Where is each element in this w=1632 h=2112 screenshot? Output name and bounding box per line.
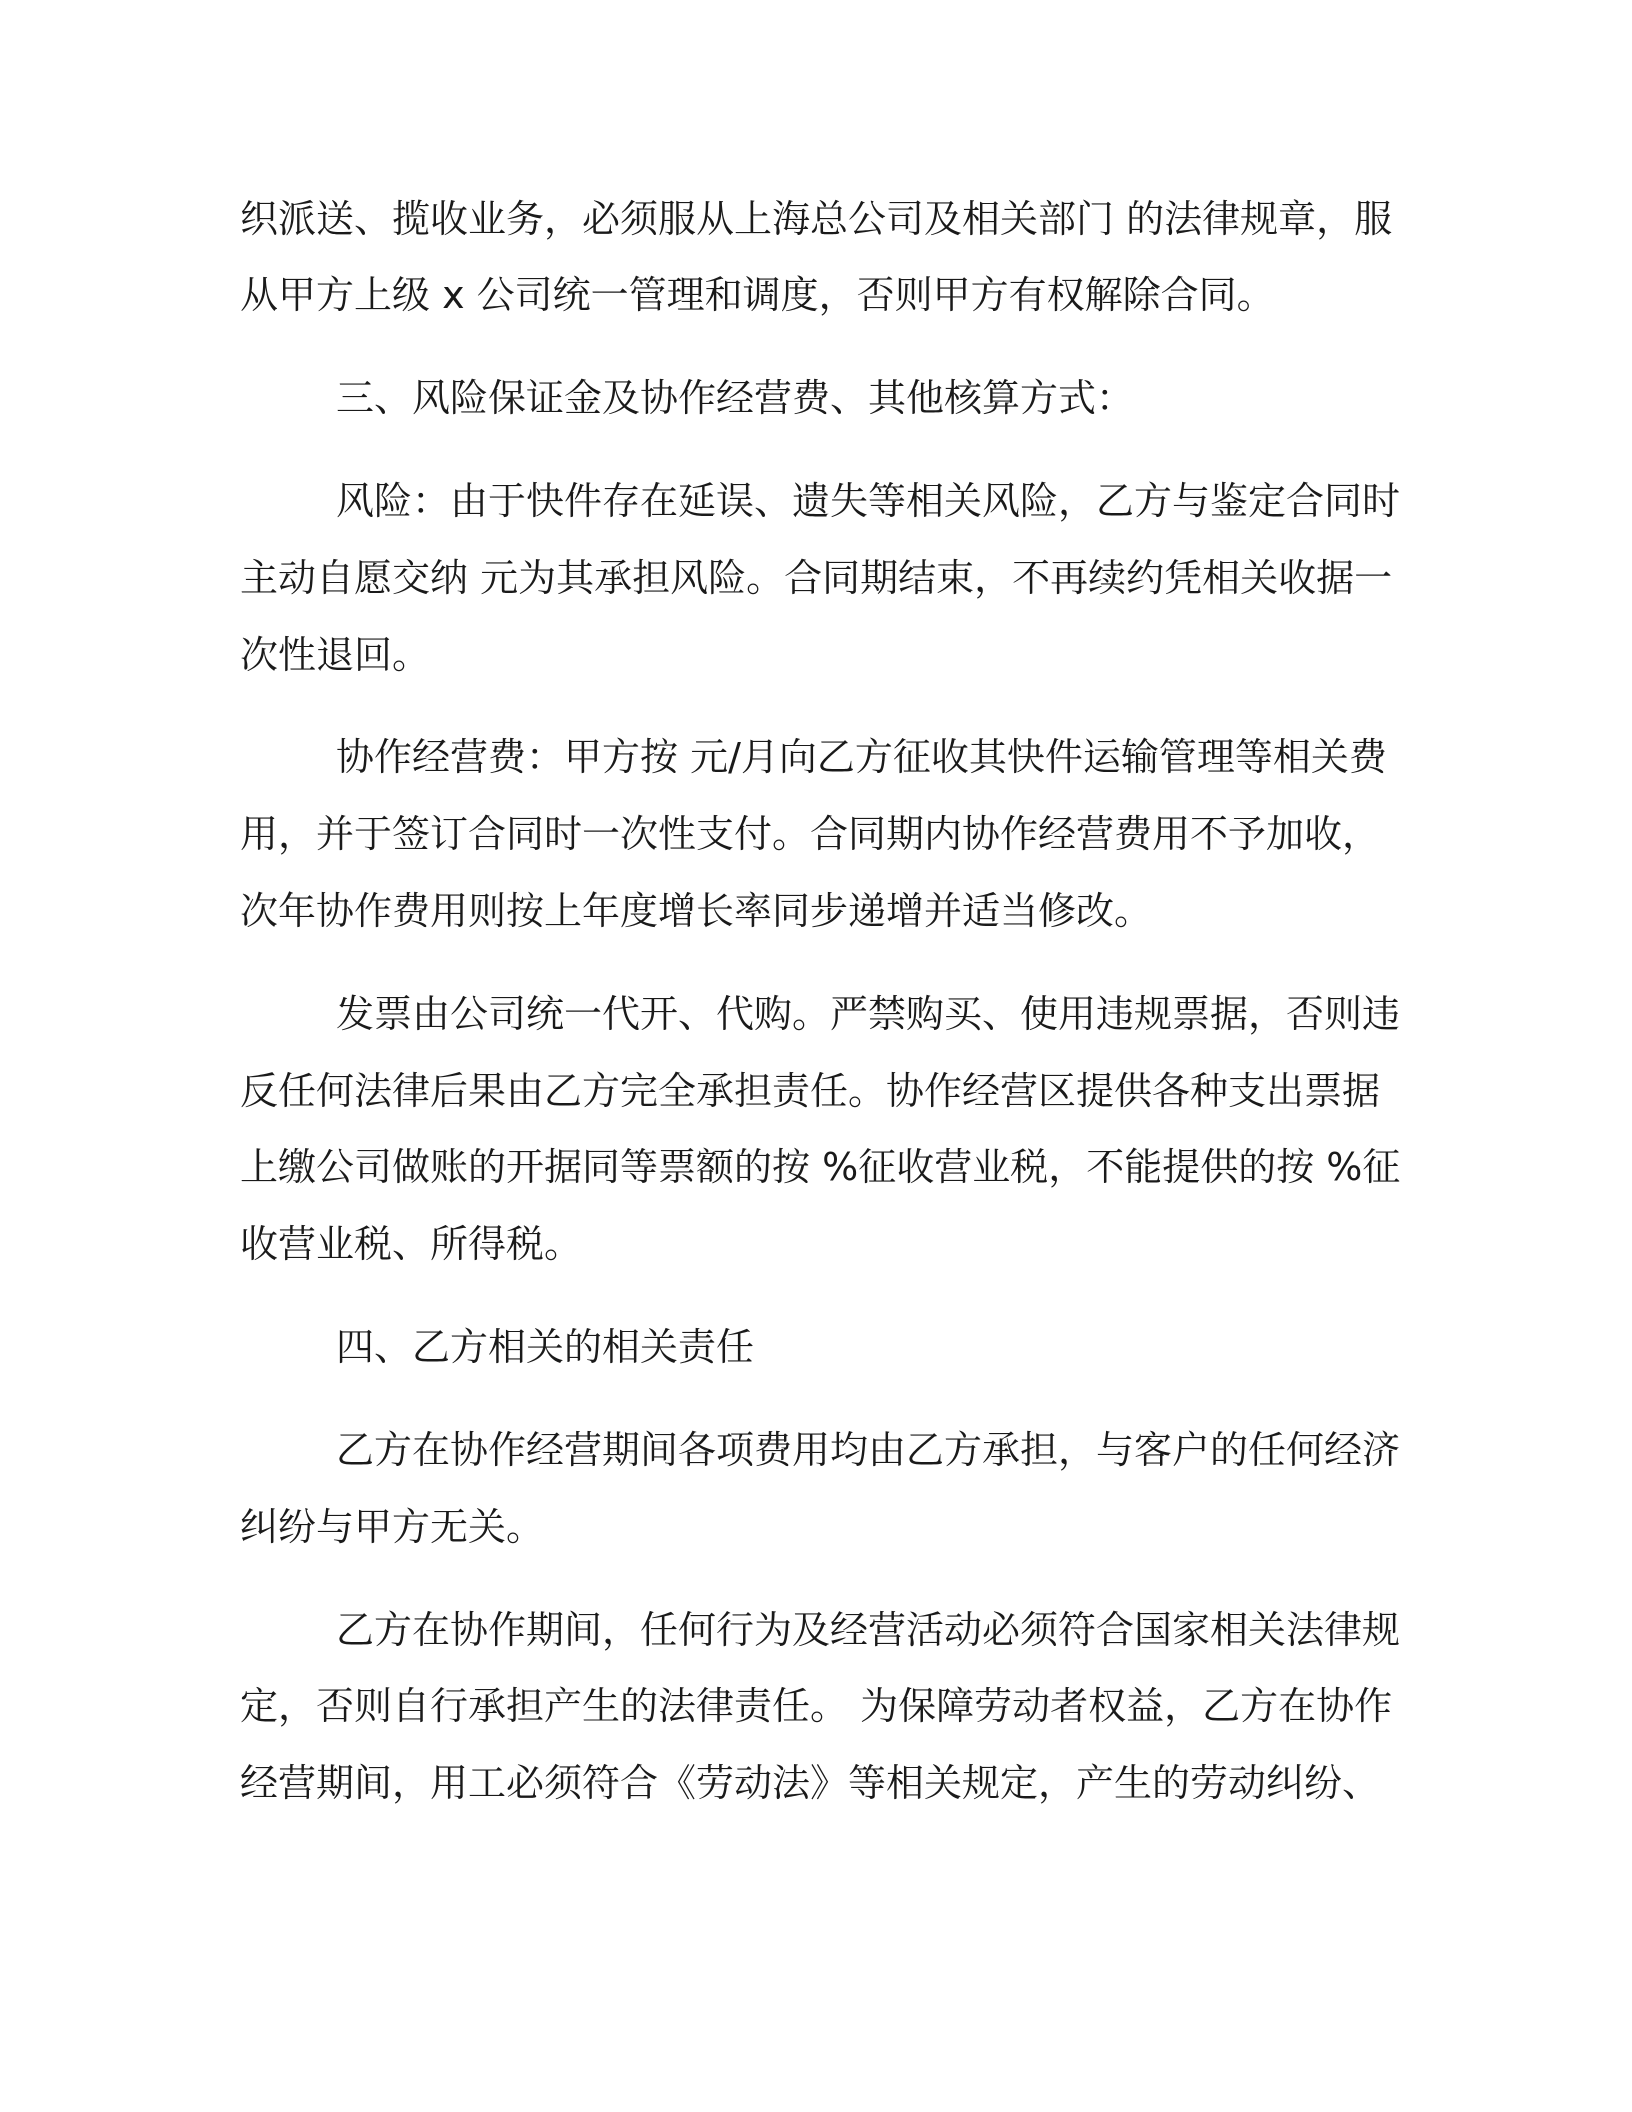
- text-line: 纠纷与甲方无关。: [240, 1505, 545, 1549]
- text-line: 经营期间，用工必须符合《劳动法》等相关规定，产生的劳动纠纷、: [240, 1761, 1381, 1805]
- text-line: 乙方在协作经营期间各项费用均由乙方承担，与客户的任何经济: [336, 1428, 1401, 1472]
- text-line: 上缴公司做账的开据同等票额的按 %征收营业税，不能提供的按 %征: [240, 1145, 1401, 1189]
- text-line: 定，否则自行承担产生的法律责任。 为保障劳动者权益，乙方在协作: [240, 1684, 1393, 1728]
- text-line: 发票由公司统一代开、代购。严禁购买、使用违规票据，否则违: [336, 992, 1401, 1036]
- text-line: 收营业税、所得税。: [240, 1222, 583, 1266]
- section-heading-3: 三、风险保证金及协作经营费、其他核算方式：: [336, 376, 1135, 420]
- text-line: 次年协作费用则按上年度增长率同步递增并适当修改。: [240, 889, 1153, 933]
- section-heading-4: 四、乙方相关的相关责任: [336, 1325, 755, 1369]
- text-line: 主动自愿交纳 元为其承担风险。合同期结束，不再续约凭相关收据一: [240, 556, 1393, 600]
- text-line: 从甲方上级 x 公司统一管理和调度，否则甲方有权解除合同。: [240, 273, 1275, 317]
- text-line: 反任何法律后果由乙方完全承担责任。协作经营区提供各种支出票据: [240, 1069, 1381, 1113]
- text-line: 次性退回。: [240, 633, 431, 677]
- text-line: 协作经营费：甲方按 元/月向乙方征收其快件运输管理等相关费: [336, 735, 1387, 779]
- text-line: 用，并于签订合同时一次性支付。合同期内协作经营费用不予加收，: [240, 812, 1381, 856]
- text-line: 风险：由于快件存在延误、遗失等相关风险，乙方与鉴定合同时: [336, 479, 1401, 523]
- text-line: 织派送、揽收业务，必须服从上海总公司及相关部门 的法律规章，服: [240, 197, 1393, 241]
- text-line: 乙方在协作期间，任何行为及经营活动必须符合国家相关法律规: [336, 1608, 1401, 1652]
